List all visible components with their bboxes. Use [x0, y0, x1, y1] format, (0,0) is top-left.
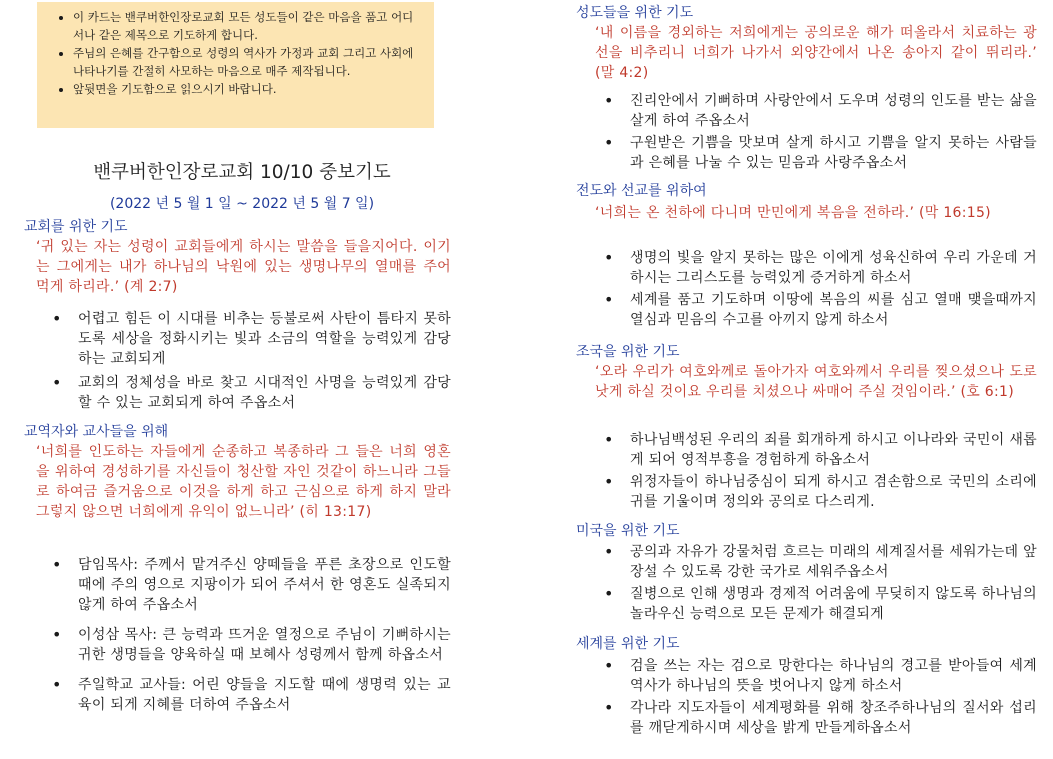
notice-item: • 앞뒷면을 기도함으로 읽으시기 바랍니다.	[73, 80, 424, 98]
prayer-list-saints	[600, 91, 1037, 173]
section-heading-usa: 미국을 위한 기도	[576, 523, 680, 539]
prayer-item: • 주일학교 교사들: 어린 양들을 지도할 때에 생명력 있는 교육이 되게 지혜를 더하여 주옵소서	[48, 675, 451, 715]
prayer-item: • 세계를 품고 기도하며 이땅에 복음의 씨를 심고 열매 맺을때까지 열심과 믿음의 수고를 아끼지 않게 하소서	[600, 290, 1037, 330]
verse-leaders: ‘너희를 인도하는 자들에게 순종하고 복종하라 그 들은 너희 영혼을 위하여 경성하기를 자신들이 청산할 자인 것같이 하느니라 그들로 하여금 즐거움으로 이것을 하게 하고 근심으로 하게 하지 말라 그렇지 않으면 너희에게 유익이 없느니라’ (히 13:17)	[36, 444, 451, 520]
notice-list	[51, 8, 424, 98]
prayer-item: • 위정자들이 하나님중심이 되게 하시고 겸손함으로 국민의 소리에 귀를 기울이며 정의와 공의로 다스리게.	[600, 472, 1037, 512]
prayer-item: • 검을 쓰는 자는 검으로 망한다는 하나님의 경고를 받아들여 세계역사가 하나님의 뜻을 벗어나지 않게 하소서	[600, 656, 1037, 696]
verse-church: ‘귀 있는 자는 성령이 교회들에게 하시는 말씀을 들을지어다. 이기는 그에게는 내가 하나님의 낙원에 있는 생명나무의 열매를 주어 먹게 하리라.’ (계 2:7)	[36, 239, 451, 295]
prayer-item: • 하나님백성된 우리의 죄를 회개하게 하시고 이나라와 국민이 새롭게 되어 영적부흥을 경험하게 하옵소서	[600, 430, 1037, 470]
section-heading-homeland: 조국을 위한 기도	[576, 344, 680, 360]
prayer-item: • 담임목사: 주께서 맡겨주신 양떼들을 푸른 초장으로 인도할 때에 주의 영으로 지팡이가 되어 주셔서 한 영혼도 실족되지 않게 하여 주옵소서	[48, 555, 451, 615]
section-heading-saints: 성도들을 위한 기도	[576, 5, 694, 21]
prayer-item: • 이성삼 목사: 큰 능력과 뜨거운 열정으로 주님이 기뻐하시는 귀한 생명들을 양육하실 때 보혜사 성령께서 함께 하옵소서	[48, 625, 451, 665]
notice-item: • 이 카드는 밴쿠버한인장로교회 모든 성도들이 같은 마음을 품고 어디서나 같은 제목으로 기도하게 합니다.	[73, 8, 424, 44]
date-range: (2022 년 5 월 1 일 ~ 2022 년 5 월 7 일)	[109, 196, 375, 212]
prayer-item: • 진리안에서 기뻐하며 사랑안에서 도우며 성령의 인도를 받는 삶을 살게 하여 주옵소서	[600, 91, 1037, 131]
prayer-item: • 공의과 자유가 강물처럼 흐르는 미래의 세계질서를 세워가는데 앞장설 수 있도록 강한 국가로 세워주옵소서	[600, 542, 1037, 582]
page-title: 밴쿠버한인장로교회 10/10 중보기도	[93, 162, 391, 183]
verse-saints: ‘내 이름을 경외하는 저희에게는 공의로운 해가 떠올라서 치료하는 광선을 비추리니 너희가 나가서 외양간에서 나온 송아지 같이 뛰리라.’ (말 4:2)	[595, 25, 1037, 81]
prayer-list-usa	[600, 542, 1037, 624]
prayer-item: • 교회의 정체성을 바로 찾고 시대적인 사명을 능력있게 감당할 수 있는 교회되게 하여 주옵소서	[48, 373, 451, 413]
prayer-list-world	[600, 656, 1037, 738]
prayer-list-homeland	[600, 430, 1037, 512]
prayer-list-mission	[600, 248, 1037, 330]
verse-homeland: ‘오라 우리가 여호와께로 돌아가자 여호와께서 우리를 찢으셨으나 도로 낫게 하실 것이요 우리를 치셨으나 싸매어 주실 것임이라.’ (호 6:1)	[595, 364, 1037, 400]
prayer-list-church	[48, 309, 451, 413]
section-heading-leaders: 교역자와 교사들을 위해	[24, 424, 169, 440]
prayer-item: • 생명의 빛을 알지 못하는 많은 이에게 성육신하여 우리 가운데 거하시는 그리스도를 능력있게 증거하게 하소서	[600, 248, 1037, 288]
prayer-item: • 질병으로 인해 생명과 경제적 어려움에 무딪히지 않도록 하나님의 놀라우신 능력으로 모든 문제가 해결되게	[600, 584, 1037, 624]
prayer-item: • 구원받은 기쁨을 맛보며 살게 하시고 기쁨을 알지 못하는 사람들과 은혜를 나눌 수 있는 믿음과 사랑주옵소서	[600, 133, 1037, 173]
verse-mission: ‘너희는 온 천하에 다니며 만민에게 복음을 전하라.’ (막 16:15)	[595, 205, 991, 221]
prayer-item: • 어렵고 힘든 이 시대를 비추는 등불로써 사탄이 틈타지 못하도록 세상을 정화시키는 빛과 소금의 역할을 능력있게 감당하는 교회되게	[48, 309, 451, 369]
prayer-list-leaders	[48, 555, 451, 715]
section-heading-world: 세계를 위한 기도	[576, 636, 680, 652]
notice-item: • 주님의 은혜를 간구함으로 성령의 역사가 가정과 교회 그리고 사회에 나타나기를 간절히 사모하는 마음으로 매주 제작됩니다.	[73, 44, 424, 80]
prayer-item: • 각나라 지도자들이 세계평화를 위해 창조주하나님의 질서와 섭리를 깨닫게하시며 세상을 밝게 만들게하옵소서	[600, 698, 1037, 738]
section-heading-church: 교회를 위한 기도	[24, 219, 128, 235]
notice-box	[37, 2, 434, 128]
section-heading-mission: 전도와 선교를 위하여	[576, 183, 707, 199]
